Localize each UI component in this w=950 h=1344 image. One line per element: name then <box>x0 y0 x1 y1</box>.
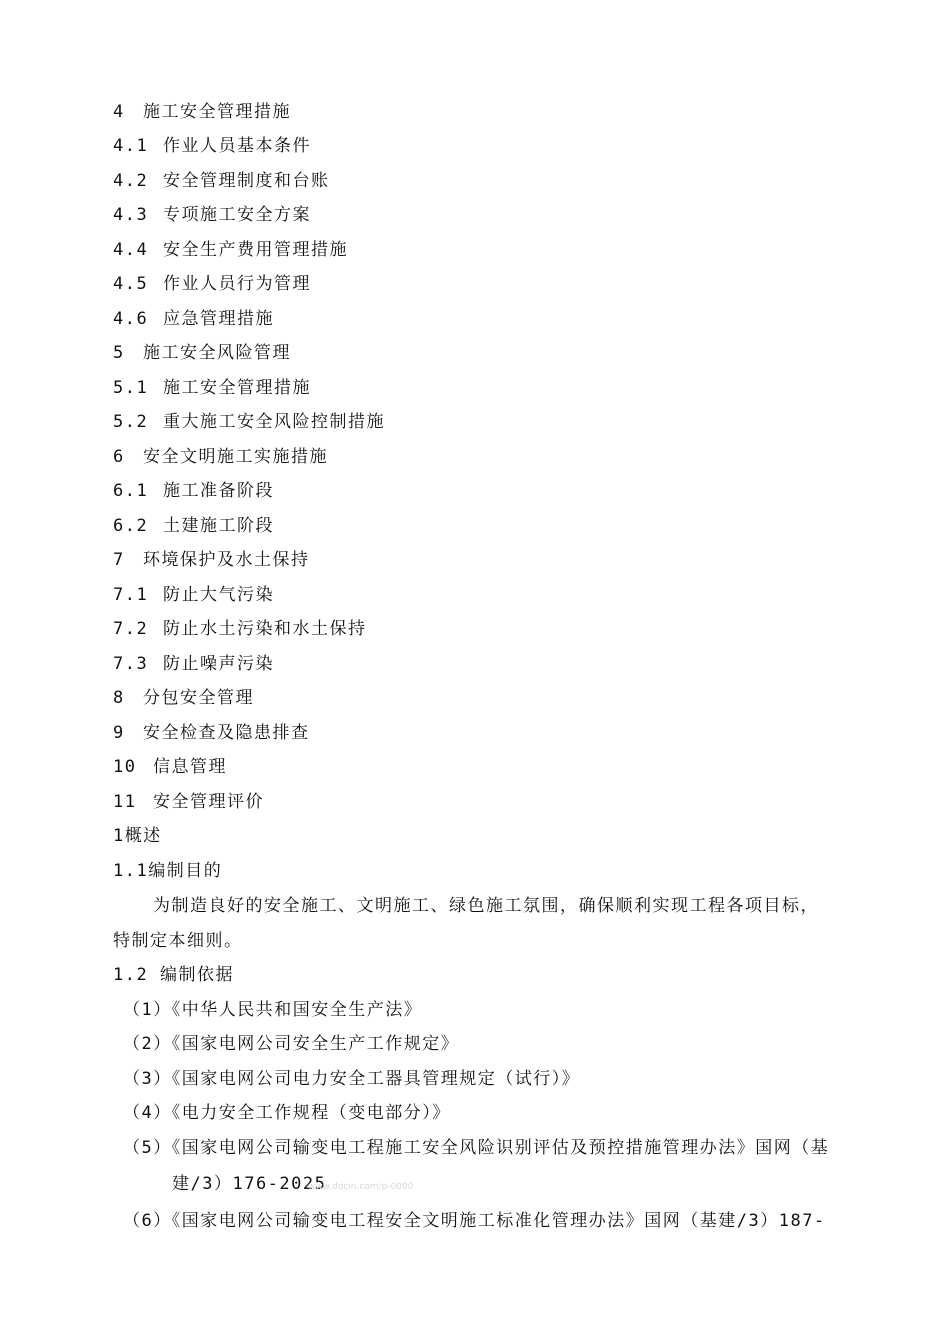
paragraph-line: 特制定本细则。 <box>113 931 243 951</box>
reference-item: （5）《国家电网公司输变电工程施工安全风险识别评估及预控措施管理办法》国网（基 <box>123 1138 830 1158</box>
reference-item: （4）《电力安全工作规程（变电部分）》 <box>123 1103 451 1123</box>
toc-entry: 6 安全文明施工实施措施 <box>113 447 328 467</box>
toc-entry: 4.6 应急管理措施 <box>113 309 274 329</box>
toc-entry: 6.1 施工准备阶段 <box>113 481 274 501</box>
reference-item: （2）《国家电网公司安全生产工作规定》 <box>123 1034 460 1054</box>
toc-entry: 7.3 防止噪声污染 <box>113 654 274 674</box>
paragraph-line: 为制造良好的安全施工、文明施工、绿色施工氛围，确保顺利实现工程各项目标， <box>153 896 819 916</box>
reference-continuation: 建/3）176-2025 <box>172 1174 327 1194</box>
toc-entry: 7.2 防止水土污染和水土保持 <box>113 619 367 639</box>
toc-entry: 4.3 专项施工安全方案 <box>113 205 311 225</box>
toc-entry: 5 施工安全风险管理 <box>113 343 291 363</box>
toc-entry: 8 分包安全管理 <box>113 688 254 708</box>
toc-entry: 11 安全管理评价 <box>113 792 264 812</box>
toc-entry: 5.1 施工安全管理措施 <box>113 378 311 398</box>
toc-entry: 4 施工安全管理措施 <box>113 102 291 122</box>
reference-item: （3）《国家电网公司电力安全工器具管理规定（试行）》 <box>123 1069 581 1089</box>
toc-entry: 4.5 作业人员行为管理 <box>113 274 311 294</box>
toc-entry: 4.2 安全管理制度和台账 <box>113 171 330 191</box>
toc-entry: 10 信息管理 <box>113 757 227 777</box>
toc-entry: 7 环境保护及水土保持 <box>113 550 310 570</box>
subsection-heading: 1.1编制目的 <box>113 861 223 881</box>
toc-entry: 4.1 作业人员基本条件 <box>113 136 311 156</box>
reference-item: （6）《国家电网公司输变电工程安全文明施工标准化管理办法》国网（基建/3）187- <box>123 1211 826 1231</box>
toc-entry: 5.2 重大施工安全风险控制措施 <box>113 412 385 432</box>
reference-item: （1）《中华人民共和国安全生产法》 <box>123 1000 423 1020</box>
section-heading: 1概述 <box>113 826 162 846</box>
watermark: www.docin.com/p-0000 <box>308 1182 414 1192</box>
toc-entry: 6.2 土建施工阶段 <box>113 516 274 536</box>
subsection-heading: 1.2 编制依据 <box>113 965 234 985</box>
toc-entry: 4.4 安全生产费用管理措施 <box>113 240 348 260</box>
toc-entry: 9 安全检查及隐患排查 <box>113 723 310 743</box>
toc-entry: 7.1 防止大气污染 <box>113 585 274 605</box>
